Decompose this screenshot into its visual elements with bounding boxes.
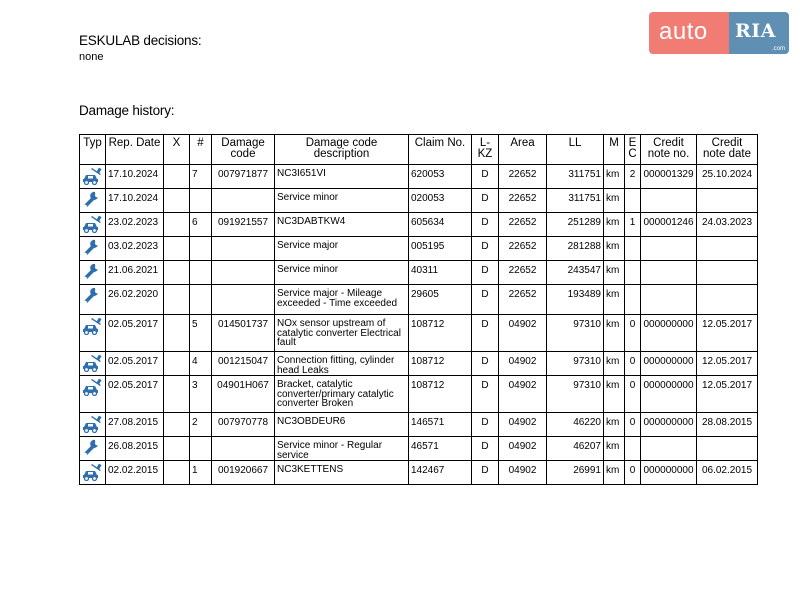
- cell-m: km: [604, 376, 625, 413]
- cell-typ: [80, 237, 106, 261]
- table-row: [80, 213, 758, 237]
- cell-number: 2: [190, 413, 212, 437]
- cell-credit-no: 000001246: [641, 213, 697, 237]
- cell-damage-desc: NC3OBDEUR6: [275, 413, 409, 437]
- cell-x: [164, 376, 190, 413]
- cell-claim-no: 005195: [409, 237, 472, 261]
- col-m: M: [604, 135, 625, 165]
- cell-x: [164, 352, 190, 376]
- cell-m: km: [604, 315, 625, 352]
- cell-credit-date: [697, 437, 758, 461]
- cell-x: [164, 237, 190, 261]
- cell-lkz: D: [472, 213, 499, 237]
- car-repair-icon: [82, 364, 102, 375]
- col-number: #: [190, 135, 212, 165]
- cell-credit-no: 000000000: [641, 315, 697, 352]
- cell-x: [164, 189, 190, 213]
- table-row: [80, 315, 758, 352]
- cell-typ: [80, 352, 106, 376]
- cell-claim-no: 142467: [409, 461, 472, 485]
- col-credit-date: Credit note date: [697, 135, 758, 165]
- table-row: [80, 461, 758, 485]
- cell-area: 04902: [499, 461, 547, 485]
- table-row: [80, 261, 758, 285]
- cell-m: km: [604, 352, 625, 376]
- autoria-logo: [649, 12, 789, 54]
- cell-ec: 0: [625, 376, 641, 413]
- cell-credit-date: 12.05.2017: [697, 352, 758, 376]
- cell-m: km: [604, 237, 625, 261]
- cell-lkz: D: [472, 285, 499, 315]
- cell-lkz: D: [472, 437, 499, 461]
- table-row: [80, 165, 758, 189]
- cell-m: km: [604, 165, 625, 189]
- cell-number: [190, 237, 212, 261]
- cell-ll: 281288: [547, 237, 604, 261]
- cell-credit-no: [641, 437, 697, 461]
- cell-number: [190, 189, 212, 213]
- cell-damage-code: [212, 261, 275, 285]
- cell-number: [190, 261, 212, 285]
- cell-claim-no: 620053: [409, 165, 472, 189]
- cell-ll: 97310: [547, 315, 604, 352]
- cell-lkz: D: [472, 237, 499, 261]
- cell-rep-date: 23.02.2023: [106, 213, 164, 237]
- table-row: [80, 437, 758, 461]
- cell-damage-desc: NC3DABTKW4: [275, 213, 409, 237]
- col-credit-no: Credit note no.: [641, 135, 697, 165]
- cell-credit-no: 000001329: [641, 165, 697, 189]
- cell-damage-desc: NC3KETTENS: [275, 461, 409, 485]
- car-repair-icon: [82, 327, 102, 338]
- cell-credit-no: 000000000: [641, 352, 697, 376]
- cell-claim-no: 108712: [409, 376, 472, 413]
- cell-ec: 0: [625, 315, 641, 352]
- cell-credit-date: 28.08.2015: [697, 413, 758, 437]
- cell-x: [164, 261, 190, 285]
- cell-claim-no: 020053: [409, 189, 472, 213]
- cell-credit-date: 12.05.2017: [697, 315, 758, 352]
- cell-typ: [80, 315, 106, 352]
- cell-area: 04902: [499, 376, 547, 413]
- cell-credit-no: 000000000: [641, 376, 697, 413]
- eskulab-value: none: [79, 51, 104, 63]
- cell-damage-code: 04901H067: [212, 376, 275, 413]
- cell-m: km: [604, 189, 625, 213]
- cell-claim-no: 108712: [409, 315, 472, 352]
- cell-x: [164, 213, 190, 237]
- cell-m: km: [604, 413, 625, 437]
- cell-area: 22652: [499, 213, 547, 237]
- col-ec: E C: [625, 135, 641, 165]
- cell-area: 22652: [499, 237, 547, 261]
- cell-ll: 243547: [547, 261, 604, 285]
- cell-credit-no: [641, 189, 697, 213]
- cell-m: km: [604, 285, 625, 315]
- wrench-service-icon: [82, 273, 102, 284]
- cell-typ: [80, 461, 106, 485]
- cell-rep-date: 02.05.2017: [106, 315, 164, 352]
- cell-ll: 26991: [547, 461, 604, 485]
- cell-claim-no: 605634: [409, 213, 472, 237]
- cell-lkz: D: [472, 352, 499, 376]
- col-ll: LL: [547, 135, 604, 165]
- col-area: Area: [499, 135, 547, 165]
- cell-credit-date: 12.05.2017: [697, 376, 758, 413]
- cell-claim-no: 146571: [409, 413, 472, 437]
- cell-number: 6: [190, 213, 212, 237]
- cell-typ: [80, 437, 106, 461]
- cell-ec: 0: [625, 413, 641, 437]
- cell-number: 7: [190, 165, 212, 189]
- cell-ec: 1: [625, 213, 641, 237]
- logo-com-text: .com: [771, 46, 785, 52]
- damage-history-table: [79, 134, 758, 485]
- cell-damage-desc: Connection fitting, cylinder head Leaks: [275, 352, 409, 376]
- cell-credit-date: [697, 189, 758, 213]
- cell-damage-code: 007970778: [212, 413, 275, 437]
- cell-rep-date: 17.10.2024: [106, 165, 164, 189]
- cell-number: 1: [190, 461, 212, 485]
- table-row: [80, 237, 758, 261]
- logo-auto-text: auto: [659, 18, 708, 45]
- cell-ll: 311751: [547, 189, 604, 213]
- cell-rep-date: 21.06.2021: [106, 261, 164, 285]
- col-x: X: [164, 135, 190, 165]
- cell-number: [190, 437, 212, 461]
- cell-rep-date: 02.02.2015: [106, 461, 164, 485]
- col-rep-date: Rep. Date: [106, 135, 164, 165]
- cell-claim-no: 46571: [409, 437, 472, 461]
- cell-ec: [625, 437, 641, 461]
- cell-x: [164, 461, 190, 485]
- cell-ll: 251289: [547, 213, 604, 237]
- cell-damage-code: [212, 189, 275, 213]
- cell-ll: 97310: [547, 352, 604, 376]
- cell-x: [164, 165, 190, 189]
- cell-x: [164, 315, 190, 352]
- cell-ec: [625, 285, 641, 315]
- col-damage-code: Damage code: [212, 135, 275, 165]
- cell-typ: [80, 213, 106, 237]
- cell-credit-date: 06.02.2015: [697, 461, 758, 485]
- cell-damage-code: 091921557: [212, 213, 275, 237]
- cell-typ: [80, 376, 106, 413]
- col-claim-no: Claim No.: [409, 135, 472, 165]
- cell-damage-desc: Service major - Mileage exceeded - Time exceeded: [275, 285, 409, 315]
- cell-rep-date: 26.08.2015: [106, 437, 164, 461]
- cell-number: [190, 285, 212, 315]
- cell-damage-code: 001920667: [212, 461, 275, 485]
- cell-ec: 0: [625, 352, 641, 376]
- cell-lkz: D: [472, 261, 499, 285]
- cell-m: km: [604, 261, 625, 285]
- cell-ec: 2: [625, 165, 641, 189]
- cell-ec: [625, 237, 641, 261]
- cell-claim-no: 108712: [409, 352, 472, 376]
- cell-lkz: D: [472, 165, 499, 189]
- cell-ll: 46207: [547, 437, 604, 461]
- table-header-row: [80, 135, 758, 165]
- cell-area: 22652: [499, 285, 547, 315]
- cell-area: 04902: [499, 437, 547, 461]
- cell-lkz: D: [472, 413, 499, 437]
- wrench-service-icon: [82, 201, 102, 212]
- cell-x: [164, 437, 190, 461]
- cell-area: 22652: [499, 165, 547, 189]
- cell-area: 22652: [499, 189, 547, 213]
- wrench-service-icon: [82, 297, 102, 308]
- cell-m: km: [604, 461, 625, 485]
- cell-lkz: D: [472, 461, 499, 485]
- cell-damage-desc: Bracket, catalytic converter/primary catalytic converter Broken: [275, 376, 409, 413]
- cell-damage-code: 007971877: [212, 165, 275, 189]
- cell-credit-no: [641, 261, 697, 285]
- car-repair-icon: [82, 388, 102, 399]
- car-repair-icon: [82, 473, 102, 484]
- cell-ec: 0: [625, 461, 641, 485]
- col-damage-desc: Damage code description: [275, 135, 409, 165]
- cell-rep-date: 02.05.2017: [106, 376, 164, 413]
- cell-credit-no: [641, 237, 697, 261]
- cell-number: 3: [190, 376, 212, 413]
- car-repair-icon: [82, 425, 102, 436]
- cell-typ: [80, 189, 106, 213]
- cell-damage-code: [212, 285, 275, 315]
- cell-ll: 46220: [547, 413, 604, 437]
- cell-credit-date: [697, 237, 758, 261]
- cell-rep-date: 26.02.2020: [106, 285, 164, 315]
- cell-rep-date: 17.10.2024: [106, 189, 164, 213]
- cell-rep-date: 27.08.2015: [106, 413, 164, 437]
- cell-credit-date: [697, 285, 758, 315]
- cell-x: [164, 285, 190, 315]
- cell-credit-date: [697, 261, 758, 285]
- eskulab-title: ESKULAB decisions:: [79, 33, 202, 48]
- car-repair-icon: [82, 225, 102, 236]
- cell-damage-code: [212, 437, 275, 461]
- cell-damage-desc: Service minor: [275, 261, 409, 285]
- cell-m: km: [604, 213, 625, 237]
- cell-claim-no: 29605: [409, 285, 472, 315]
- cell-damage-desc: NOx sensor upstream of catalytic converter Electrical fault: [275, 315, 409, 352]
- cell-damage-desc: NC3I651VI: [275, 165, 409, 189]
- cell-rep-date: 03.02.2023: [106, 237, 164, 261]
- cell-typ: [80, 413, 106, 437]
- cell-damage-code: 014501737: [212, 315, 275, 352]
- cell-ll: 311751: [547, 165, 604, 189]
- cell-damage-desc: Service major: [275, 237, 409, 261]
- cell-area: 04902: [499, 413, 547, 437]
- table-row: [80, 285, 758, 315]
- cell-ec: [625, 189, 641, 213]
- table-row: [80, 189, 758, 213]
- cell-ll: 193489: [547, 285, 604, 315]
- cell-ec: [625, 261, 641, 285]
- cell-damage-desc: Service minor: [275, 189, 409, 213]
- cell-damage-code: [212, 237, 275, 261]
- cell-rep-date: 02.05.2017: [106, 352, 164, 376]
- cell-lkz: D: [472, 376, 499, 413]
- table-row: [80, 413, 758, 437]
- cell-claim-no: 40311: [409, 261, 472, 285]
- damage-history-title: Damage history:: [79, 103, 175, 118]
- cell-typ: [80, 165, 106, 189]
- wrench-service-icon: [82, 449, 102, 460]
- logo-ria-text: RIA: [735, 20, 776, 42]
- cell-typ: [80, 285, 106, 315]
- table-row: [80, 352, 758, 376]
- cell-area: 22652: [499, 261, 547, 285]
- wrench-service-icon: [82, 249, 102, 260]
- cell-x: [164, 413, 190, 437]
- cell-damage-desc: Service minor - Regular service: [275, 437, 409, 461]
- car-repair-icon: [82, 177, 102, 188]
- cell-ll: 97310: [547, 376, 604, 413]
- col-lkz: L-KZ: [472, 135, 499, 165]
- cell-m: km: [604, 437, 625, 461]
- col-typ: Typ: [80, 135, 106, 165]
- cell-credit-date: 25.10.2024: [697, 165, 758, 189]
- cell-credit-no: 000000000: [641, 461, 697, 485]
- cell-area: 04902: [499, 352, 547, 376]
- cell-credit-no: [641, 285, 697, 315]
- cell-number: 5: [190, 315, 212, 352]
- cell-lkz: D: [472, 189, 499, 213]
- table-row: [80, 376, 758, 413]
- cell-credit-date: 24.03.2023: [697, 213, 758, 237]
- cell-lkz: D: [472, 315, 499, 352]
- cell-damage-code: 001215047: [212, 352, 275, 376]
- cell-area: 04902: [499, 315, 547, 352]
- cell-credit-no: 000000000: [641, 413, 697, 437]
- cell-number: 4: [190, 352, 212, 376]
- cell-typ: [80, 261, 106, 285]
